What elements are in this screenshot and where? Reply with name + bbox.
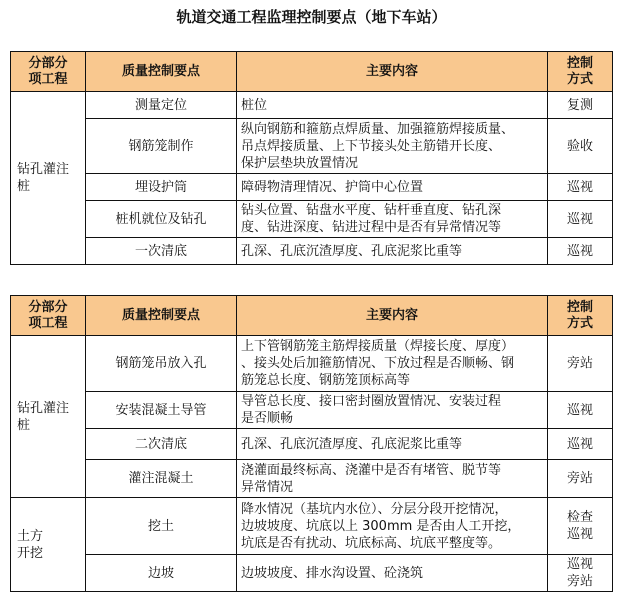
header-section: 分部分 项工程	[11, 296, 86, 336]
table-row	[11, 174, 613, 201]
content-cell: 降水情况（基坑内水位）、分层分段开挖情况， 边坡坡度、坑底以上 300mm 是否由人工开挖， 坑底是否有扰动、坑底标高、坑底平整度等。	[237, 498, 548, 555]
content-cell: 上下管钢筋笼主筋焊接质量（焊接长度、厚度） 、接头处后加箍筋情况、下放过程是否顺畅、钢 筋笼总长度、钢筋笼顶标高等	[237, 336, 548, 392]
header-main-content: 主要内容	[237, 52, 548, 92]
point-cell: 桩机就位及钻孔	[86, 201, 237, 238]
method-cell: 巡视	[548, 238, 613, 265]
method-cell: 旁站	[548, 460, 613, 498]
table-row	[11, 201, 613, 238]
table-row	[11, 336, 613, 392]
point-cell: 边坡	[86, 555, 237, 592]
content-cell: 障碍物清理情况、护筒中心位置	[237, 174, 548, 201]
document-title: 轨道交通工程监理控制要点（地下车站）	[176, 8, 447, 26]
section-cell: 钻孔灌注 桩	[11, 92, 86, 265]
table-row	[11, 92, 613, 119]
method-cell: 巡视 旁站	[548, 555, 613, 592]
header-control-method: 控制 方式	[548, 296, 613, 336]
content-cell: 孔深、孔底沉渣厚度、孔底泥浆比重等	[237, 429, 548, 460]
table-row	[11, 429, 613, 460]
header-quality-points: 质量控制要点	[86, 296, 237, 336]
content-cell: 桩位	[237, 92, 548, 119]
point-cell: 挖土	[86, 498, 237, 555]
content-cell: 纵向钢筋和箍筋点焊质量、加强箍筋焊接质量、 吊点焊接质量、上下节接头处主筋错开长度、 保护层垫块放置情况	[237, 119, 548, 174]
method-cell: 复测	[548, 92, 613, 119]
point-cell: 一次清底	[86, 238, 237, 265]
control-points-table-1	[10, 51, 613, 265]
content-cell: 钻头位置、钻盘水平度、钻杆垂直度、钻孔深 度、钻进深度、钻进过程中是否有异常情况等	[237, 201, 548, 238]
table-row	[11, 498, 613, 555]
content-cell: 浇灌面最终标高、浇灌中是否有堵管、脱节等 异常情况	[237, 460, 548, 498]
method-cell: 巡视	[548, 174, 613, 201]
method-cell: 巡视	[548, 429, 613, 460]
table-row	[11, 460, 613, 498]
point-cell: 钢筋笼吊放入孔	[86, 336, 237, 392]
content-cell: 边坡坡度、排水沟设置、砼浇筑	[237, 555, 548, 592]
header-control-method: 控制 方式	[548, 52, 613, 92]
point-cell: 埋设护筒	[86, 174, 237, 201]
section-cell: 土方 开挖	[11, 498, 86, 592]
table-row	[11, 392, 613, 429]
method-cell: 验收	[548, 119, 613, 174]
method-cell: 巡视	[548, 392, 613, 429]
point-cell: 测量定位	[86, 92, 237, 119]
header-main-content: 主要内容	[237, 296, 548, 336]
point-cell: 二次清底	[86, 429, 237, 460]
header-section: 分部分 项工程	[11, 52, 86, 92]
point-cell: 安装混凝土导管	[86, 392, 237, 429]
table-header-row	[11, 296, 613, 336]
table-header-row	[11, 52, 613, 92]
method-cell: 旁站	[548, 336, 613, 392]
control-points-table-2	[10, 295, 613, 592]
section-cell: 钻孔灌注 桩	[11, 336, 86, 498]
header-quality-points: 质量控制要点	[86, 52, 237, 92]
content-cell: 导管总长度、接口密封圈放置情况、安装过程 是否顺畅	[237, 392, 548, 429]
method-cell: 检查 巡视	[548, 498, 613, 555]
point-cell: 灌注混凝土	[86, 460, 237, 498]
method-cell: 巡视	[548, 201, 613, 238]
table-row	[11, 555, 613, 592]
table-row	[11, 238, 613, 265]
point-cell: 钢筋笼制作	[86, 119, 237, 174]
content-cell: 孔深、孔底沉渣厚度、孔底泥浆比重等	[237, 238, 548, 265]
table-row	[11, 119, 613, 174]
